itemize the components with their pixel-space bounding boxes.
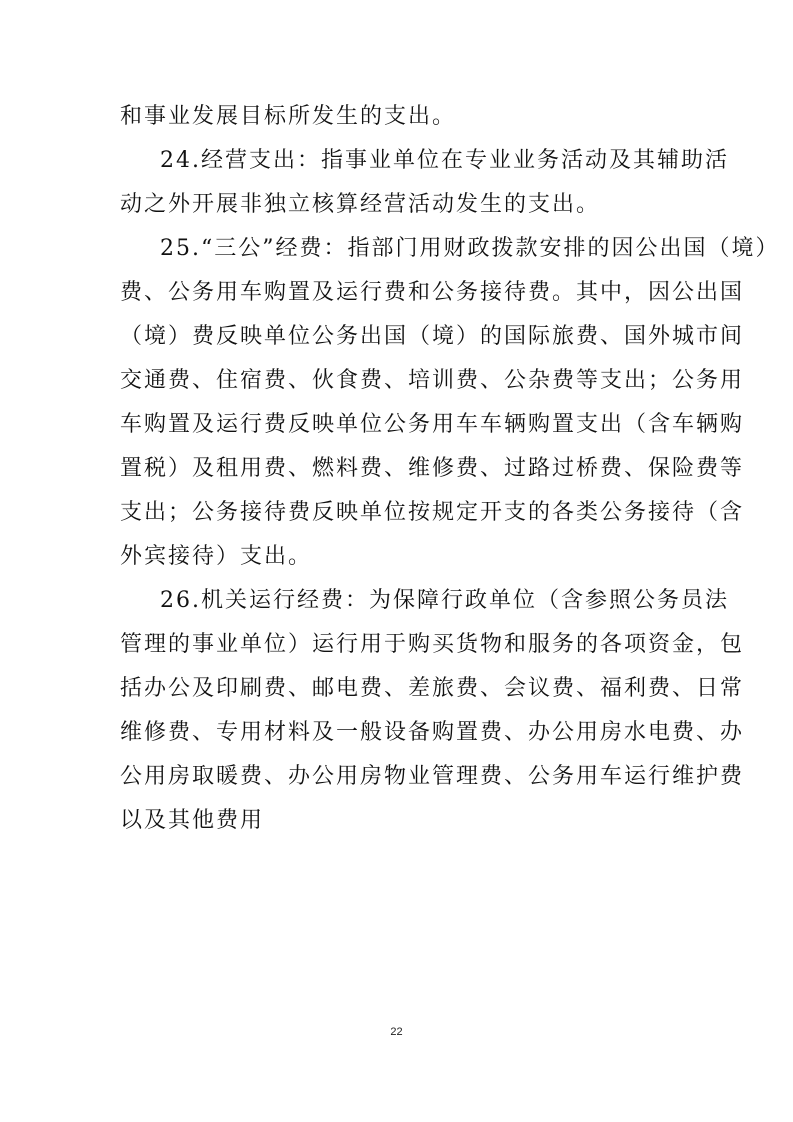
text-line: 交通费、住宿费、伙食费、培训费、公杂费等支出；公务用 — [120, 368, 745, 393]
text-line: 公用房取暖费、办公用房物业管理费、公务用车运行维护费 — [120, 764, 745, 789]
item-26-heading-line: 26.机关运行经费：为保障行政单位（含参照公务员法 — [160, 588, 729, 613]
text-line: 费、公务用车购置及运行费和公务接待费。其中，因公出国 — [120, 280, 745, 305]
item-24-heading-line: 24.经营支出：指事业单位在专业业务活动及其辅助活 — [160, 148, 729, 173]
text-line: 以及其他费用 — [120, 808, 265, 833]
text-line: 外宾接待）支出。 — [120, 544, 313, 569]
text-line: 车购置及运行费反映单位公务用车车辆购置支出（含车辆购 — [120, 412, 745, 437]
page-number: 22 — [390, 1026, 403, 1038]
text-line: 括办公及印刷费、邮电费、差旅费、会议费、福利费、日常 — [120, 676, 745, 701]
text-line: 维修费、专用材料及一般设备购置费、办公用房水电费、办 — [120, 720, 745, 745]
text-line: 管理的事业单位）运行用于购买货物和服务的各项资金，包 — [120, 632, 745, 657]
text-line: 动之外开展非独立核算经营活动发生的支出。 — [120, 192, 601, 217]
text-line: 和事业发展目标所发生的支出。 — [120, 104, 457, 129]
body-text — [120, 95, 780, 843]
text-line: （境）费反映单位公务出国（境）的国际旅费、国外城市间 — [120, 324, 745, 349]
text-line: 支出；公务接待费反映单位按规定开支的各类公务接待（含 — [120, 500, 745, 525]
item-25-heading-line: 25.“三公”经费：指部门用财政拨款安排的因公出国（境） — [160, 236, 780, 261]
text-line: 置税）及租用费、燃料费、维修费、过路过桥费、保险费等 — [120, 456, 745, 481]
